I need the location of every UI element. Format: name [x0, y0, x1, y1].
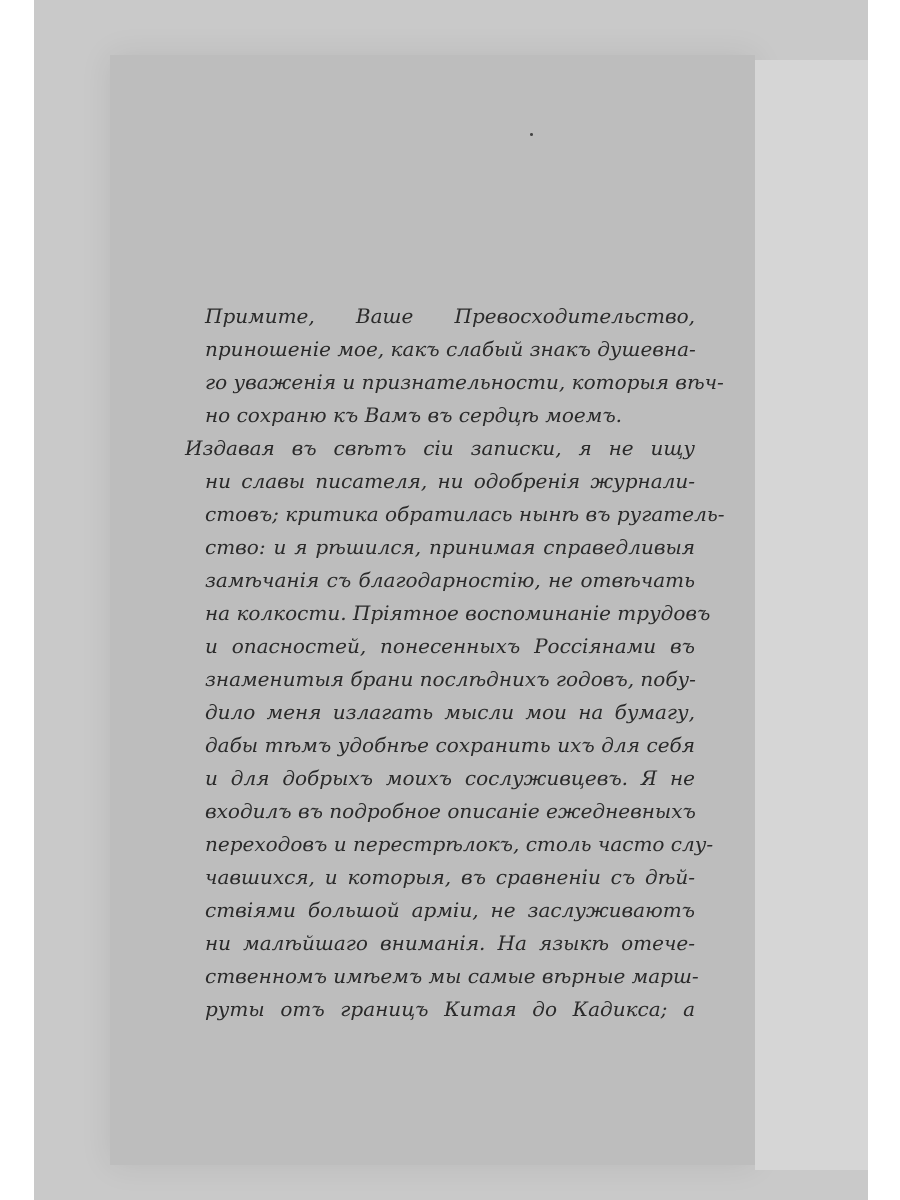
text-line: ни малѣйшаго вниманія. На языкѣ отече-	[205, 931, 695, 955]
text-line: ственномъ имѣемъ мы самые вѣрные марш-	[205, 964, 699, 988]
adjacent-page-edge	[755, 60, 868, 1170]
text-line: входилъ въ подробное описаніе ежедневныхъ	[205, 799, 696, 823]
text-line: замѣчанія съ благодарностію, не отвѣчать	[205, 568, 695, 592]
text-line: и для добрыхъ моихъ сослуживцевъ. Я не	[205, 766, 695, 790]
text-line: стовъ; критика обратилась нынѣ въ ругатель-	[205, 502, 725, 526]
text-line: Примите, Ваше Превосходительство,	[205, 304, 695, 328]
text-line: дабы тѣмъ удобнѣе сохранить ихъ для себя	[205, 733, 695, 757]
text-line: руты отъ границъ Китая до Кадикса; а	[205, 997, 695, 1021]
text-line: и опасностей, понесенныхъ Россіянами въ	[205, 634, 695, 658]
text-line: ствіями большой арміи, не заслуживаютъ	[205, 898, 695, 922]
text-line: на колкости. Пріятное воспоминаніе трудовъ	[205, 601, 711, 625]
body-text	[185, 300, 725, 1026]
text-line: знаменитыя брани послѣднихъ годовъ, побу-	[205, 667, 696, 691]
text-line: приношеніе мое, какъ слабый знакъ душевна-	[205, 337, 696, 361]
text-line: переходовъ и перестрѣлокъ, столь часто слу-	[205, 832, 714, 856]
text-line: ство: и я рѣшился, принимая справедливыя	[205, 535, 695, 559]
text-line: ни славы писателя, ни одобренія журнали-	[205, 469, 695, 493]
text-line: Издавая въ свѣтъ сіи записки, я не ищу	[185, 436, 695, 460]
text-line: дило меня излагать мысли мои на бумагу,	[205, 700, 695, 724]
text-line: но сохраню къ Вамъ въ сердцѣ моемъ.	[205, 403, 623, 427]
text-line: го уваженія и признательности, которыя вѣч-	[205, 370, 724, 394]
text-line: чавшихся, и которыя, въ сравненіи съ дѣй-	[205, 865, 695, 889]
speck	[530, 133, 533, 136]
